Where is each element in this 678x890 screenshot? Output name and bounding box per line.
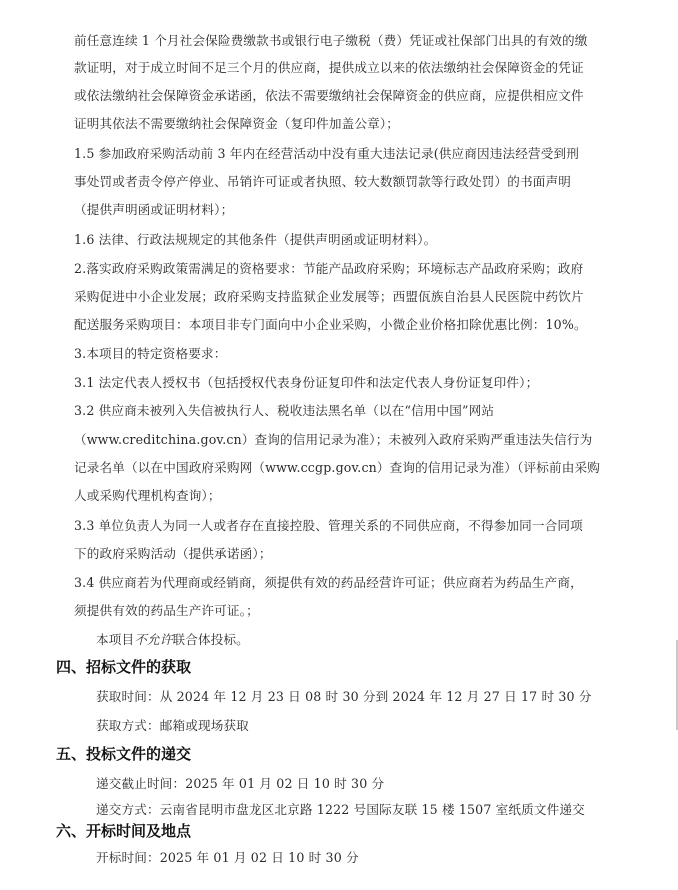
- paragraph-line: （提供声明函或证明材料）；: [74, 202, 234, 217]
- paragraph-line: 事处罚或者责令停产停业、吊销许可证或者执照、较大数额罚款等行政处罚）的书面声明: [74, 174, 572, 189]
- obtain-time: 获取时间：从 2024 年 12 月 23 日 08 时 30 分到 2024 年 12 月 27 日 17 时 30 分: [96, 689, 592, 704]
- obtain-method: 获取方式：邮箱或现场获取: [96, 718, 249, 733]
- paragraph-line: 款证明，对于成立时间不足三个月的供应商，提供成立以来的依法缴纳社会保障资金的凭证: [74, 60, 584, 75]
- section-heading-6: 六、开标时间及地点: [56, 822, 192, 840]
- paragraph-line: 记录名单（以在中国政府采购网（www.ccgp.gov.cn）查询的信用记录为准）（评标前由采购: [74, 460, 601, 475]
- paragraph-line: 人或采购代理机构查询）；: [74, 488, 221, 503]
- paragraph-line: 3.4 供应商若为代理商或经销商，须提供有效的药品经营许可证；供应商若为药品生产商，: [74, 575, 583, 590]
- paragraph-line: 证明其依法不需要缴纳社会保障资金（复印件加盖公章）；: [74, 116, 400, 131]
- paragraph-line: 3.1 法定代表人授权书（包括授权代表身份证复印件和法定代表人身份证复印件）；: [74, 375, 539, 390]
- consortium-statement: [96, 631, 678, 649]
- paragraph-line: 配送服务采购项目：本项目非专门面向中小企业采购，小微企业价格扣除优惠比例：10%。: [74, 317, 587, 332]
- submit-deadline: 递交截止时间：2025 年 01 月 02 日 10 时 30 分: [96, 776, 385, 791]
- paragraph-line: 3.本项目的特定资格要求：: [74, 346, 227, 361]
- paragraph-line: 1.6 法律、行政法规规定的其他条件（提供声明函或证明材料）。: [74, 232, 437, 247]
- paragraph-line: 3.3 单位负责人为同一人或者存在直接控股、管理关系的不同供应商，不得参加同一合同项: [74, 518, 583, 533]
- section-heading-5: 五、投标文件的递交: [56, 745, 192, 763]
- consortium-suffix: 联合体投标。: [172, 632, 249, 647]
- paragraph-line: 3.2 供应商未被列入失信被执行人、税收违法黑名单（以在“信用中国”网站: [74, 403, 495, 418]
- paragraph-line: 或依法缴纳社会保障资金承诺函，依法不需要缴纳社会保障资金的供应商，应提供相应文件: [74, 88, 584, 103]
- section-heading-4: 四、招标文件的获取: [56, 658, 192, 676]
- paragraph-line: 须提供有效的药品生产许可证。；: [74, 603, 259, 618]
- consortium-emphasis: 不允许: [134, 632, 173, 647]
- opening-time: 开标时间：2025 年 01 月 02 日 10 时 30 分: [96, 850, 359, 865]
- submit-method: 递交方式：云南省昆明市盘龙区北京路 1222 号国际友联 15 楼 1507 室纸质文件递交: [96, 802, 585, 817]
- paragraph-line: 1.5 参加政府采购活动前 3 年内在经营活动中没有重大违法记录(供应商因违法经营受到刑: [74, 146, 579, 161]
- consortium-prefix: 本项目: [96, 632, 135, 647]
- paragraph-line: （www.creditchina.gov.cn）查询的信用记录为准）；未被列入政府采购严重违法失信行为: [74, 432, 593, 447]
- paragraph-line: 下的政府采购活动（提供承诺函）；: [74, 546, 272, 561]
- paragraph-line: 采购促进中小企业发展；政府采购支持监狱企业发展等；西盟佤族自治县人民医院中药饮片: [74, 289, 584, 304]
- paragraph-line: 2.落实政府采购政策需满足的资格要求：节能产品政府采购；环境标志产品政府采购；政府: [74, 261, 584, 276]
- paragraph-line: 前任意连续 1 个月社会保险费缴款书或银行电子缴税（费）凭证或社保部门出具的有效的缴: [74, 33, 588, 48]
